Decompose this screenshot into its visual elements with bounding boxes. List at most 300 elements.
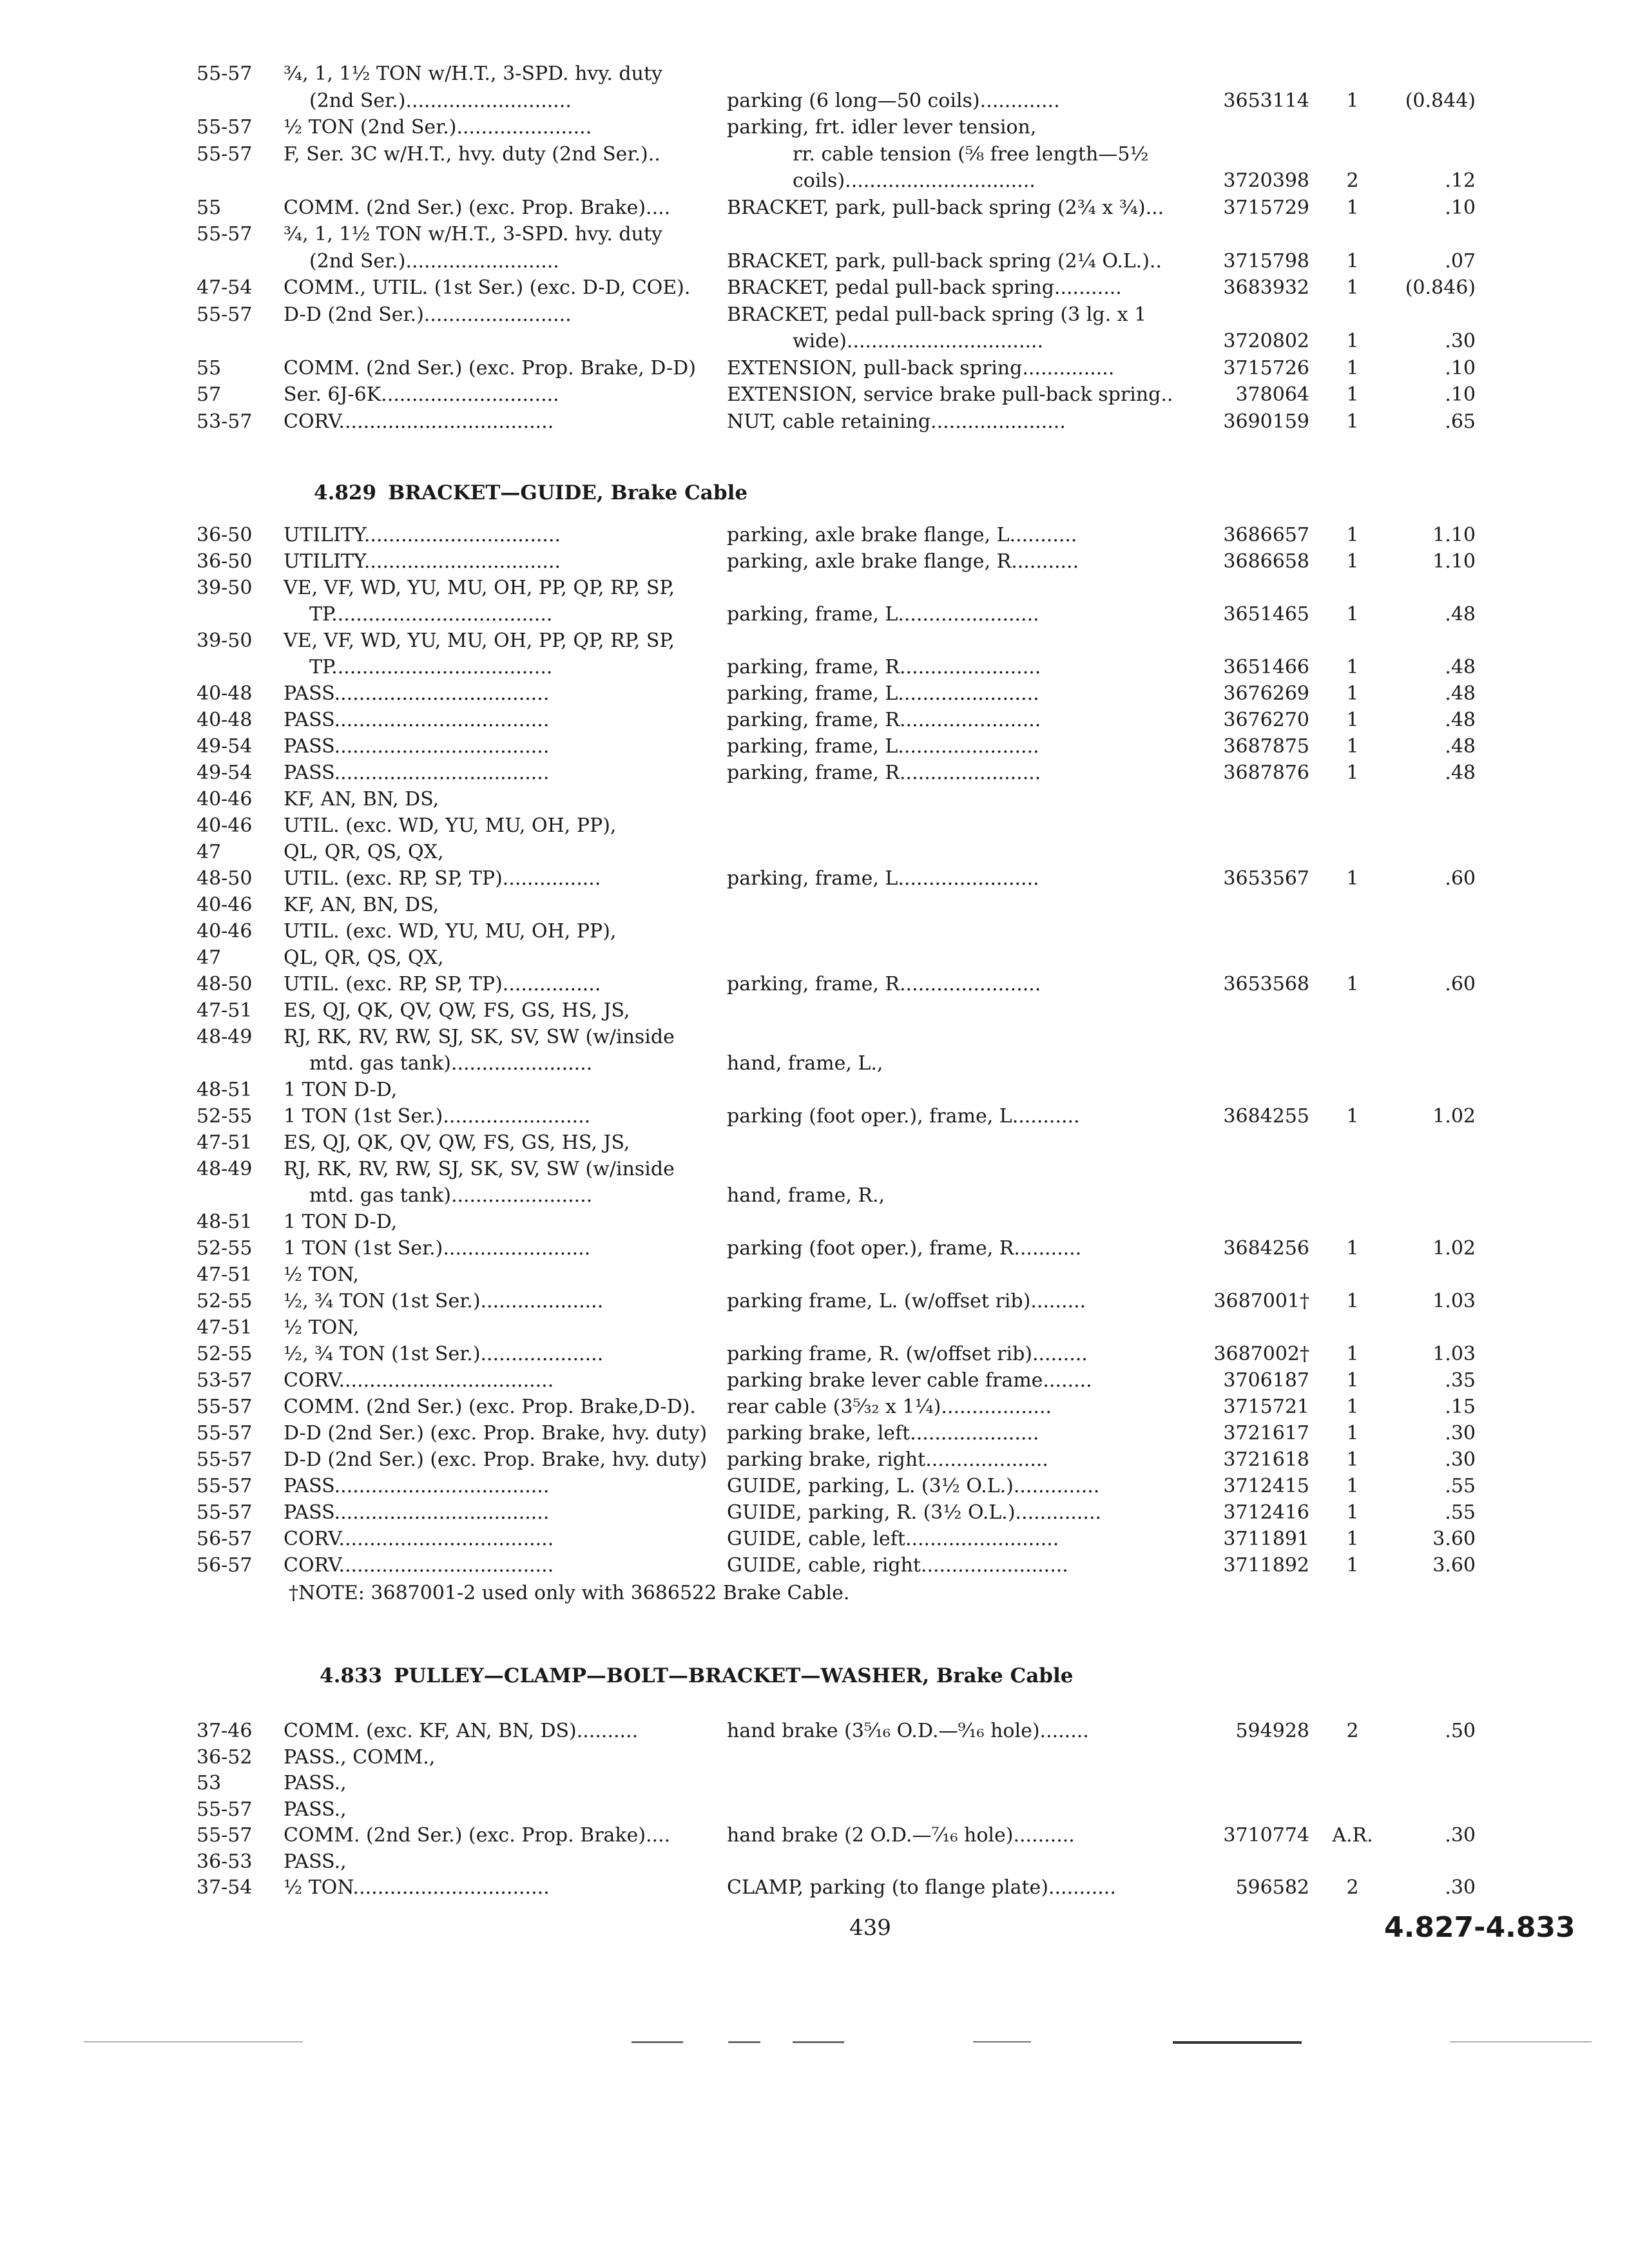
quantity: 1 xyxy=(1346,383,1359,406)
quantity: 1 xyxy=(1346,682,1359,705)
model-application: 1 TON D-D, xyxy=(284,1079,398,1101)
list-price: (0.846) xyxy=(1405,276,1476,299)
quantity: 1 xyxy=(1346,1554,1359,1577)
list-price: .48 xyxy=(1445,709,1476,731)
list-price: .30 xyxy=(1445,1448,1476,1471)
table-row xyxy=(0,1341,1629,1368)
quantity: 1 xyxy=(1346,1448,1359,1471)
model-application: ½ TON (2nd Ser.)...................... xyxy=(284,116,592,139)
part-description: hand brake (3⁵⁄₁₆ O.D.—⁹⁄₁₆ hole)........ xyxy=(727,1720,1089,1742)
model-application: KF, AN, BN, DS, xyxy=(284,894,439,916)
year-range: 55-57 xyxy=(197,1824,253,1847)
year-range: 37-46 xyxy=(197,1720,253,1742)
quantity: 1 xyxy=(1346,356,1359,380)
quantity: 1 xyxy=(1346,1369,1359,1392)
year-range: 55-57 xyxy=(197,1501,253,1524)
table-row xyxy=(0,839,1629,866)
part-number: 3687876 xyxy=(1223,762,1309,784)
section-number: 4.829 xyxy=(314,481,377,505)
year-range: 40-48 xyxy=(197,682,253,705)
year-range: 55-57 xyxy=(197,223,253,245)
year-range: 47-51 xyxy=(197,1316,253,1339)
model-application: ½ TON, xyxy=(284,1264,360,1286)
model-application: ¾, 1, 1½ TON w/H.T., 3-SPD. hvy. duty xyxy=(284,62,662,85)
table-row xyxy=(0,997,1629,1024)
part-number: 3684255 xyxy=(1223,1105,1309,1128)
year-range: 52-55 xyxy=(197,1343,253,1365)
part-number: 3651466 xyxy=(1223,656,1309,678)
table-row xyxy=(0,865,1629,892)
section-number: 4.833 xyxy=(320,1664,383,1687)
list-price: (0.844) xyxy=(1405,89,1476,112)
table-row xyxy=(0,1367,1629,1394)
year-range: 48-50 xyxy=(197,867,253,890)
scan-artifact xyxy=(973,2041,1031,2042)
list-price: .30 xyxy=(1445,1824,1476,1847)
part-description: GUIDE, cable, left......................... xyxy=(727,1528,1059,1550)
part-description: rear cable (3⁵⁄₃₂ x 1¼).................. xyxy=(727,1396,1052,1418)
table-row xyxy=(0,1129,1629,1157)
part-number: 3653567 xyxy=(1223,867,1309,890)
quantity: 1 xyxy=(1346,1501,1359,1524)
part-description: parking, frame, R....................... xyxy=(727,762,1041,784)
list-price: 1.10 xyxy=(1432,524,1476,546)
page-number: 439 xyxy=(849,1915,891,1941)
quantity: 1 xyxy=(1346,89,1359,112)
year-range: 48-50 xyxy=(197,973,253,995)
model-application: COMM. (exc. KF, AN, BN, DS).......... xyxy=(284,1720,639,1742)
table-row xyxy=(0,945,1629,972)
part-number: 3715721 xyxy=(1223,1396,1309,1418)
part-number: 3715726 xyxy=(1223,356,1309,380)
quantity: 1 xyxy=(1346,249,1359,273)
list-price: 1.10 xyxy=(1432,550,1476,573)
quantity: 1 xyxy=(1346,410,1359,433)
section-heading-4-829 xyxy=(314,479,747,506)
part-number: 3686658 xyxy=(1223,550,1309,573)
table-row xyxy=(0,1849,1629,1876)
model-application: (2nd Ser.)........................... xyxy=(309,89,572,112)
quantity: 1 xyxy=(1346,735,1359,758)
model-application: PASS., xyxy=(284,1798,347,1821)
quantity: 2 xyxy=(1346,169,1359,192)
part-description: hand, frame, R., xyxy=(727,1184,885,1207)
year-range: 56-57 xyxy=(197,1554,253,1577)
table-row xyxy=(0,1526,1629,1553)
model-application: QL, QR, QS, QX, xyxy=(284,841,444,863)
part-number: 3676270 xyxy=(1223,709,1309,731)
model-application: PASS., COMM., xyxy=(284,1745,436,1769)
year-range: 47 xyxy=(197,841,222,863)
year-range: 48-49 xyxy=(197,1026,253,1048)
table-row xyxy=(0,1288,1629,1315)
model-application: PASS................................... xyxy=(284,682,550,705)
quantity: 1 xyxy=(1346,1528,1359,1550)
scan-artifact xyxy=(793,2041,844,2043)
table-row xyxy=(0,1209,1629,1236)
model-application: ES, QJ, QK, QV, QW, FS, GS, HS, JS, xyxy=(284,1131,630,1154)
table-row xyxy=(0,168,1629,195)
part-description: CLAMP, parking (to flange plate)........... xyxy=(727,1876,1116,1899)
year-range: 40-46 xyxy=(197,894,253,916)
part-description: parking, frame, R....................... xyxy=(727,656,1041,678)
quantity: 1 xyxy=(1346,196,1359,219)
part-description: parking brake, right.................... xyxy=(727,1448,1048,1471)
model-application: KF, AN, BN, DS, xyxy=(284,788,439,811)
table-row xyxy=(0,195,1629,222)
model-application: F, Ser. 3C w/H.T., hvy. duty (2nd Ser.).. xyxy=(284,142,660,166)
model-application: UTIL. (exc. RP, SP, TP)................ xyxy=(284,867,601,890)
model-application: ½ TON................................ xyxy=(284,1876,550,1899)
table-row xyxy=(0,1262,1629,1289)
quantity: 1 xyxy=(1346,1396,1359,1418)
model-application: VE, VF, WD, YU, MU, OH, PP, QP, RP, SP, xyxy=(284,629,675,652)
quantity: 1 xyxy=(1346,330,1359,352)
model-application: ½, ¾ TON (1st Ser.).................... xyxy=(284,1343,604,1365)
part-number: 3686657 xyxy=(1223,524,1309,546)
part-number: 3711891 xyxy=(1223,1528,1309,1550)
model-application: RJ, RK, RV, RW, SJ, SK, SV, SW (w/inside xyxy=(284,1026,675,1048)
list-price: .65 xyxy=(1445,410,1476,433)
part-number: 3715798 xyxy=(1223,249,1309,273)
year-range: 55-57 xyxy=(197,142,253,166)
list-price: .30 xyxy=(1445,1876,1476,1899)
table-row xyxy=(0,88,1629,115)
model-application: PASS................................... xyxy=(284,762,550,784)
year-range: 52-55 xyxy=(197,1237,253,1260)
model-application: UTIL. (exc. WD, YU, MU, OH, PP), xyxy=(284,814,617,837)
section-heading-4-833 xyxy=(320,1662,1073,1689)
list-price: .60 xyxy=(1445,867,1476,890)
quantity: 1 xyxy=(1346,603,1359,626)
table-row xyxy=(0,760,1629,787)
model-application: D-D (2nd Ser.) (exc. Prop. Brake, hvy. duty) xyxy=(284,1422,708,1445)
list-price: .10 xyxy=(1445,196,1476,219)
list-price: .07 xyxy=(1445,249,1476,273)
year-range: 47-54 xyxy=(197,276,253,299)
year-range: 39-50 xyxy=(197,577,253,599)
part-description: parking (6 long—50 coils)............. xyxy=(727,89,1060,112)
list-price: .55 xyxy=(1445,1475,1476,1497)
model-application: UTIL. (exc. WD, YU, MU, OH, PP), xyxy=(284,920,617,943)
model-application: TP.................................... xyxy=(309,603,553,626)
table-row xyxy=(0,1314,1629,1341)
scan-artifact xyxy=(728,2041,760,2043)
table-row xyxy=(0,1822,1629,1849)
model-application: RJ, RK, RV, RW, SJ, SK, SV, SW (w/inside xyxy=(284,1158,675,1180)
part-description: NUT, cable retaining...................... xyxy=(727,410,1066,433)
part-description: parking brake, left..................... xyxy=(727,1422,1039,1445)
table-row xyxy=(0,1718,1629,1745)
part-description: GUIDE, parking, L. (3½ O.L.).............. xyxy=(727,1475,1100,1497)
quantity: 1 xyxy=(1346,1105,1359,1128)
table-row xyxy=(0,892,1629,919)
year-range: 49-54 xyxy=(197,762,253,784)
part-number: 3683932 xyxy=(1223,276,1309,299)
table-row xyxy=(0,1744,1629,1771)
year-range: 48-49 xyxy=(197,1158,253,1180)
model-application: PASS., xyxy=(284,1772,347,1794)
model-application: Ser. 6J-6K............................. xyxy=(284,383,559,406)
table-row xyxy=(0,601,1629,628)
year-range: 55-57 xyxy=(197,303,253,326)
list-price: .48 xyxy=(1445,603,1476,626)
part-number: 596582 xyxy=(1235,1876,1309,1899)
part-description: parking, frame, R....................... xyxy=(727,973,1041,995)
quantity: 1 xyxy=(1346,656,1359,678)
year-range: 55-57 xyxy=(197,1475,253,1497)
quantity: 1 xyxy=(1346,276,1359,299)
table-row xyxy=(0,355,1629,382)
table-row xyxy=(0,680,1629,707)
table-row xyxy=(0,733,1629,760)
part-description: parking (foot oper.), frame, L........... xyxy=(727,1105,1080,1128)
section-title: PULLEY—CLAMP—BOLT—BRACKET—WASHER, Brake Cable xyxy=(394,1664,1074,1687)
year-range: 36-52 xyxy=(197,1745,253,1769)
table-row xyxy=(0,221,1629,248)
year-range: 56-57 xyxy=(197,1528,253,1550)
model-application: CORV................................... xyxy=(284,1528,554,1550)
quantity: 1 xyxy=(1346,867,1359,890)
part-description: parking, frame, L....................... xyxy=(727,867,1039,890)
model-application: UTIL. (exc. RP, SP, TP)................ xyxy=(284,973,601,995)
part-description: GUIDE, cable, right........................ xyxy=(727,1554,1068,1577)
footnote: †NOTE: 3687001-2 used only with 3686522 Brake Cable. xyxy=(289,1582,850,1604)
quantity: 1 xyxy=(1346,1290,1359,1312)
list-price: .48 xyxy=(1445,762,1476,784)
part-number: 3721617 xyxy=(1223,1422,1309,1445)
table-row xyxy=(0,1796,1629,1823)
table-row xyxy=(0,408,1629,436)
part-description: EXTENSION, pull-back spring............... xyxy=(727,356,1115,380)
model-application: COMM. (2nd Ser.) (exc. Prop. Brake, D-D) xyxy=(284,356,696,380)
scan-artifact xyxy=(631,2041,683,2043)
model-application: CORV................................... xyxy=(284,1369,554,1392)
year-range: 55-57 xyxy=(197,1448,253,1471)
list-price: .30 xyxy=(1445,1422,1476,1445)
year-range: 55-57 xyxy=(197,1798,253,1821)
part-number: 3712416 xyxy=(1223,1501,1309,1524)
year-range: 49-54 xyxy=(197,735,253,758)
model-application: PASS................................... xyxy=(284,735,550,758)
year-range: 47 xyxy=(197,947,222,969)
table-row xyxy=(0,575,1629,602)
model-application: mtd. gas tank)....................... xyxy=(309,1052,593,1075)
part-description: GUIDE, parking, R. (3½ O.L.).............. xyxy=(727,1501,1102,1524)
year-range: 47-51 xyxy=(197,999,253,1022)
part-description: BRACKET, pedal pull-back spring (3 lg. x 1 xyxy=(727,303,1147,326)
model-application: PASS................................... xyxy=(284,709,550,731)
part-number: 3720802 xyxy=(1223,330,1309,352)
table-row xyxy=(0,328,1629,355)
table-row xyxy=(0,141,1629,168)
part-number: 3676269 xyxy=(1223,682,1309,705)
quantity: 1 xyxy=(1346,524,1359,546)
year-range: 40-46 xyxy=(197,788,253,811)
part-description: parking, frame, L....................... xyxy=(727,603,1039,626)
year-range: 48-51 xyxy=(197,1211,253,1233)
year-range: 52-55 xyxy=(197,1105,253,1128)
list-price: .55 xyxy=(1445,1501,1476,1524)
year-range: 55-57 xyxy=(197,1396,253,1418)
model-application: CORV................................... xyxy=(284,410,554,433)
model-application: 1 TON (1st Ser.)........................ xyxy=(284,1105,591,1128)
table-row xyxy=(0,248,1629,275)
part-description: parking, frame, R....................... xyxy=(727,709,1041,731)
table-row xyxy=(0,918,1629,945)
part-number: 3687001† xyxy=(1213,1290,1309,1312)
model-application: COMM. (2nd Ser.) (exc. Prop. Brake,D-D). xyxy=(284,1396,696,1418)
model-application: COMM. (2nd Ser.) (exc. Prop. Brake).... xyxy=(284,196,671,219)
part-number: 3651465 xyxy=(1223,603,1309,626)
model-application: (2nd Ser.)......................... xyxy=(309,249,559,273)
part-description: parking, axle brake flange, L........... xyxy=(727,524,1077,546)
year-range: 55-57 xyxy=(197,62,253,85)
model-application: D-D (2nd Ser.)........................ xyxy=(284,303,572,326)
year-range: 55-57 xyxy=(197,116,253,139)
table-row xyxy=(0,1446,1629,1474)
list-price: .15 xyxy=(1445,1396,1476,1418)
list-price: .48 xyxy=(1445,656,1476,678)
part-number: 3706187 xyxy=(1223,1369,1309,1392)
year-range: 37-54 xyxy=(197,1876,253,1899)
year-range: 40-46 xyxy=(197,920,253,943)
table-row xyxy=(0,1156,1629,1183)
model-application: COMM., UTIL. (1st Ser.) (exc. D-D, COE). xyxy=(284,276,691,299)
table-row xyxy=(0,1235,1629,1262)
part-description: rr. cable tension (⅝ free length—5½ xyxy=(793,142,1149,166)
scan-artifact xyxy=(84,2041,303,2042)
model-application: ½ TON, xyxy=(284,1316,360,1339)
table-row xyxy=(0,1024,1629,1051)
table-row xyxy=(0,274,1629,302)
part-number: 3684256 xyxy=(1223,1237,1309,1260)
table-row xyxy=(0,1499,1629,1526)
part-number: 378064 xyxy=(1235,383,1309,406)
model-application: VE, VF, WD, YU, MU, OH, PP, QP, RP, SP, xyxy=(284,577,675,599)
quantity: 1 xyxy=(1346,1422,1359,1445)
part-number: 3687875 xyxy=(1223,735,1309,758)
model-application: COMM. (2nd Ser.) (exc. Prop. Brake).... xyxy=(284,1824,671,1847)
list-price: 1.02 xyxy=(1432,1105,1476,1128)
quantity: 1 xyxy=(1346,709,1359,731)
part-description: parking (foot oper.), frame, R........... xyxy=(727,1237,1082,1260)
page-section-range: 4.827-4.833 xyxy=(1384,1911,1576,1944)
model-application: TP.................................... xyxy=(309,656,553,678)
part-description: parking, axle brake flange, R........... xyxy=(727,550,1079,573)
model-application: UTILITY................................ xyxy=(284,524,561,546)
list-price: 3.60 xyxy=(1432,1554,1476,1577)
table-row xyxy=(0,971,1629,998)
year-range: 47-51 xyxy=(197,1264,253,1286)
model-application: UTILITY................................ xyxy=(284,550,561,573)
model-application: CORV................................... xyxy=(284,1554,554,1577)
part-number: 594928 xyxy=(1235,1720,1309,1742)
year-range: 57 xyxy=(197,383,222,406)
section-title: BRACKET—GUIDE, Brake Cable xyxy=(388,481,748,505)
part-number: 3710774 xyxy=(1223,1824,1309,1847)
table-row xyxy=(0,707,1629,734)
part-description: parking brake lever cable frame........ xyxy=(727,1369,1092,1392)
year-range: 55 xyxy=(197,196,222,219)
model-application: QL, QR, QS, QX, xyxy=(284,947,444,969)
year-range: 53 xyxy=(197,1772,222,1794)
year-range: 52-55 xyxy=(197,1290,253,1312)
part-description: parking frame, R. (w/offset rib)......... xyxy=(727,1343,1088,1365)
part-number: 3721618 xyxy=(1223,1448,1309,1471)
year-range: 48-51 xyxy=(197,1079,253,1101)
quantity: 1 xyxy=(1346,1237,1359,1260)
list-price: 1.03 xyxy=(1432,1343,1476,1365)
quantity: 1 xyxy=(1346,550,1359,573)
part-description: BRACKET, park, pull-back spring (2¼ O.L.).. xyxy=(727,249,1162,273)
model-application: mtd. gas tank)....................... xyxy=(309,1184,593,1207)
model-application: 1 TON (1st Ser.)........................ xyxy=(284,1237,591,1260)
list-price: .35 xyxy=(1445,1369,1476,1392)
part-description: BRACKET, park, pull-back spring (2¾ x ¾)... xyxy=(727,196,1164,219)
table-row xyxy=(0,302,1629,329)
table-row xyxy=(0,548,1629,575)
table-row xyxy=(0,786,1629,813)
list-price: .48 xyxy=(1445,682,1476,705)
list-price: .10 xyxy=(1445,383,1476,406)
list-price: .48 xyxy=(1445,735,1476,758)
part-number: 3712415 xyxy=(1223,1475,1309,1497)
part-description: parking, frame, L....................... xyxy=(727,682,1039,705)
quantity: 1 xyxy=(1346,762,1359,784)
table-row xyxy=(0,1394,1629,1421)
quantity: A.R. xyxy=(1332,1824,1373,1847)
table-row xyxy=(0,1874,1629,1901)
quantity: 1 xyxy=(1346,973,1359,995)
table-row xyxy=(0,1770,1629,1797)
part-description: parking frame, L. (w/offset rib)......... xyxy=(727,1290,1086,1312)
year-range: 36-50 xyxy=(197,524,253,546)
part-number: 3653568 xyxy=(1223,973,1309,995)
list-price: 1.02 xyxy=(1432,1237,1476,1260)
year-range: 40-48 xyxy=(197,709,253,731)
part-number: 3690159 xyxy=(1223,410,1309,433)
part-description: parking, frame, L....................... xyxy=(727,735,1039,758)
scan-artifact xyxy=(1173,2041,1302,2044)
list-price: .50 xyxy=(1445,1720,1476,1742)
part-number: 3711892 xyxy=(1223,1554,1309,1577)
part-number: 3715729 xyxy=(1223,196,1309,219)
part-description: EXTENSION, service brake pull-back spring.. xyxy=(727,383,1173,406)
part-description: wide)................................ xyxy=(793,330,1044,352)
table-row xyxy=(0,1473,1629,1500)
quantity: 2 xyxy=(1346,1720,1359,1742)
model-application: 1 TON D-D, xyxy=(284,1211,398,1233)
table-row xyxy=(0,1103,1629,1130)
quantity: 2 xyxy=(1346,1876,1359,1899)
model-application: ¾, 1, 1½ TON w/H.T., 3-SPD. hvy. duty xyxy=(284,223,662,245)
list-price: .60 xyxy=(1445,973,1476,995)
table-row xyxy=(0,381,1629,408)
model-application: ES, QJ, QK, QV, QW, FS, GS, HS, JS, xyxy=(284,999,630,1022)
part-description: hand brake (2 O.D.—⁷⁄₁₆ hole).......... xyxy=(727,1824,1075,1847)
year-range: 53-57 xyxy=(197,1369,253,1392)
model-application: PASS................................... xyxy=(284,1501,550,1524)
table-row xyxy=(0,1182,1629,1209)
list-price: 1.03 xyxy=(1432,1290,1476,1312)
model-application: PASS................................... xyxy=(284,1475,550,1497)
table-row xyxy=(0,812,1629,840)
year-range: 36-50 xyxy=(197,550,253,573)
part-description: parking, frt. idler lever tension, xyxy=(727,116,1037,139)
year-range: 36-53 xyxy=(197,1850,253,1873)
table-row xyxy=(0,1077,1629,1104)
